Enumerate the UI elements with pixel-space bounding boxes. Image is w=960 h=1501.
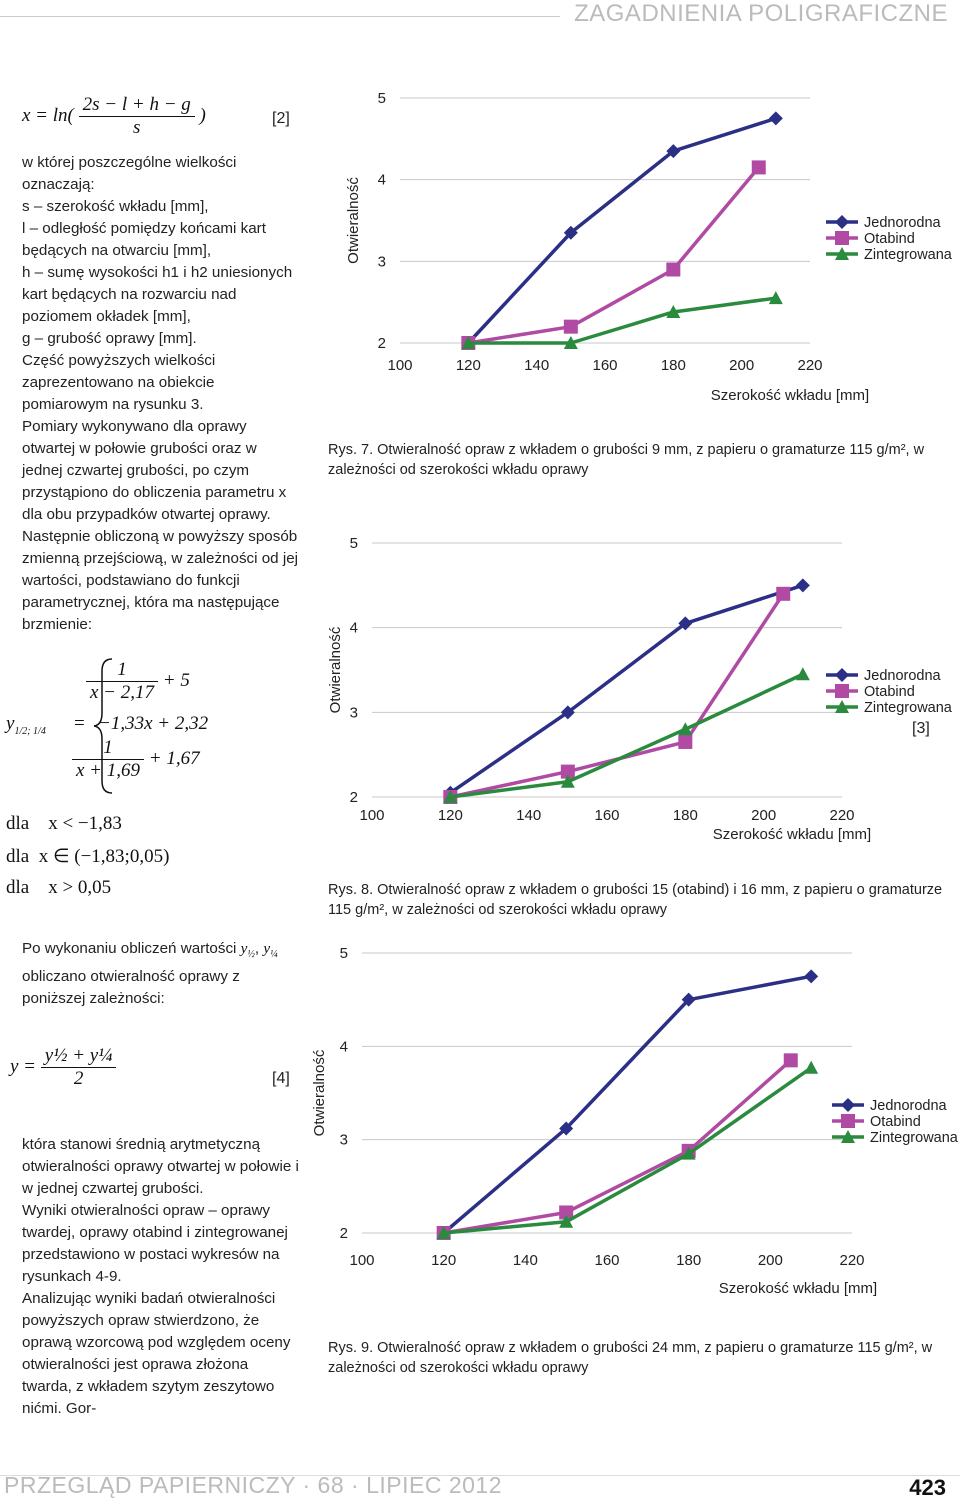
eq3-case3-add: + 1,67 xyxy=(148,747,200,769)
def-s: s – szerokość wkładu [mm], xyxy=(22,198,209,215)
x-tick-label: 140 xyxy=(512,1252,538,1269)
legend-entry-jednorodna: Jednorodna xyxy=(864,668,941,684)
x-tick-label: 220 xyxy=(839,1252,865,1269)
x-tick-label: 120 xyxy=(431,1252,457,1269)
def-g: g – grubość oprawy [mm]. xyxy=(22,330,197,347)
series-line-otabind xyxy=(468,167,758,343)
running-header: ZAGADNIENIA POLIGRAFICZNE xyxy=(574,0,948,27)
legend-marker-jednorodna xyxy=(835,668,849,682)
eq4-denominator: 2 xyxy=(73,1068,84,1089)
legend-entry-jednorodna: Jednorodna xyxy=(870,1098,947,1114)
eq3-lhs: y xyxy=(6,713,15,734)
y-tick-label: 3 xyxy=(339,1131,348,1149)
legend-entry-zintegrowana: Zintegrowana xyxy=(864,700,952,716)
eq2-denominator: s xyxy=(132,117,141,138)
x-tick-label: 200 xyxy=(729,357,755,374)
figure-7-caption: Rys. 7. Otwieralność opraw z wkładem o grubości 9 mm, z papieru o gramaturze 115 g/m², w zależności od szerokości wkładu oprawy xyxy=(328,442,925,478)
x-tick-label: 180 xyxy=(672,807,698,824)
x-tick-label: 180 xyxy=(676,1252,702,1269)
paragraph-after-calc-a: Po wykonaniu obliczeń wartości xyxy=(22,940,237,957)
equation-2 xyxy=(22,94,206,139)
x-tick-label: 220 xyxy=(797,357,823,374)
text-block-2: Po wykonaniu obliczeń wartości $y_{\frac{1}{2}}$, $y_{\frac{1}{4}}$ obliczano otwieralność oprawy z poniższej zależności: xyxy=(22,940,278,1008)
y-quarter-symbol: $y_{\frac{1}{4}}$ xyxy=(263,940,278,961)
x-axis-label: Szerokość wkładu [mm] xyxy=(710,387,870,404)
y-half-symbol: $y_{\frac{1}{2}}$ xyxy=(240,940,255,961)
y-axis-label: Otwieralność xyxy=(311,1049,328,1137)
footer-journal: PRZEGLĄD PAPIERNICZY · 68 · LIPIEC 2012 xyxy=(4,1472,502,1498)
data-point-otabind xyxy=(564,320,578,334)
eq2-rhs: ) xyxy=(199,104,206,126)
paragraph-figure3-ref: Część powyższych wielkości zaprezentowano na obiekcie pomiarowym na rysunku 3. xyxy=(22,352,216,413)
y-tick-label: 2 xyxy=(377,335,386,352)
eq3-case1-num: 1 xyxy=(86,659,158,682)
data-point-otabind xyxy=(752,160,766,174)
paragraph-definitions-intro: w której poszczególne wielkości oznaczają: xyxy=(22,154,237,193)
legend-entry-zintegrowana: Zintegrowana xyxy=(864,247,952,263)
eq2-lhs: x = ln( xyxy=(22,104,74,126)
y-tick-label: 5 xyxy=(377,90,386,107)
paragraph-analysis: Analizując wyniki badań otwieralności powyższych opraw stwierdzono, że oprawą wzorcową pod względem oceny otwieralności jest oprawa złożona twarda, z wkładem szytym zeszytowo nićmi. Gor- xyxy=(22,1290,291,1417)
eq3-case1-fraction xyxy=(86,659,158,704)
y-axis-label: Otwieralność xyxy=(327,626,344,714)
series-line-otabind xyxy=(444,1060,791,1233)
data-point-otabind xyxy=(678,735,692,749)
x-tick-label: 120 xyxy=(437,807,463,824)
x-tick-label: 200 xyxy=(751,807,777,824)
eq3-case3-fraction xyxy=(72,737,144,782)
legend-marker-otabind xyxy=(841,1114,855,1128)
x-tick-label: 160 xyxy=(594,1252,620,1269)
x-tick-label: 100 xyxy=(359,807,385,824)
figure-8-caption: Rys. 8. Otwieralność opraw z wkładem o grubości 15 (otabind) i 16 mm, z papieru o gramaturze 115 g/m², w zależności od szerokości wkładu oprawy xyxy=(328,882,943,918)
x-axis-label: Szerokość wkładu [mm] xyxy=(712,826,872,843)
x-tick-label: 120 xyxy=(455,357,481,374)
x-tick-label: 100 xyxy=(387,357,413,374)
figure-8-chart xyxy=(322,525,952,855)
data-point-jednorodna xyxy=(769,111,783,125)
x-tick-label: 160 xyxy=(594,807,620,824)
eq2-fraction xyxy=(79,94,195,139)
figure-9-chart xyxy=(311,935,958,1305)
legend-marker-jednorodna xyxy=(835,215,849,229)
x-tick-label: 140 xyxy=(516,807,542,824)
def-h: h – sumę wysokości h1 i h2 uniesionych kart będących na rozwarciu nad poziomem okładek [mm], xyxy=(22,264,293,325)
eq4-number: [4] xyxy=(272,1070,290,1087)
legend-marker-otabind xyxy=(835,684,849,698)
series-line-jednorodna xyxy=(450,585,803,792)
figure-9-caption: Rys. 9. Otwieralność opraw z wkładem o grubości 24 mm, z papieru o gramaturze 115 g/m², w zależności od szerokości wkładu oprawy xyxy=(328,1340,933,1376)
series-line-zintegrowana xyxy=(450,674,803,797)
x-tick-label: 100 xyxy=(349,1252,375,1269)
paragraph-after-calc-b: obliczano otwieralność oprawy z poniższej zależności: xyxy=(22,968,240,1008)
eq3-number: [3] xyxy=(912,720,930,737)
legend-marker-otabind xyxy=(835,231,849,245)
eq3-case3-num: 1 xyxy=(72,737,144,760)
legend-entry-otabind: Otabind xyxy=(864,684,915,700)
figure-7-chart xyxy=(330,80,952,420)
x-tick-label: 220 xyxy=(829,807,855,824)
legend-entry-otabind: Otabind xyxy=(864,231,915,247)
y-tick-label: 3 xyxy=(377,253,386,271)
eq3-case1-add: + 5 xyxy=(162,669,190,691)
eq4-fraction xyxy=(41,1045,117,1090)
x-tick-label: 180 xyxy=(660,357,686,374)
eq4-lhs: y = xyxy=(10,1055,37,1077)
eq3-case3-den: x + 1,69 xyxy=(76,760,141,781)
y-tick-label: 5 xyxy=(339,945,348,962)
y-tick-label: 2 xyxy=(349,789,358,806)
def-l: l – odległość pomiędzy końcami kart będących na otwarciu [mm], xyxy=(22,220,266,259)
x-tick-label: 140 xyxy=(524,357,550,374)
legend-entry-zintegrowana: Zintegrowana xyxy=(870,1130,958,1146)
data-point-otabind xyxy=(776,587,790,601)
legend-entry-jednorodna: Jednorodna xyxy=(864,215,941,231)
data-point-otabind xyxy=(666,263,680,277)
series-line-otabind xyxy=(450,594,783,797)
eq3-case2: −1,33x + 2,32 xyxy=(98,713,209,734)
paragraph-measurements: Pomiary wykonywano dla oprawy otwartej w połowie grubości oraz w jednej czwartej grubości, po czym przystąpiono do obliczenia parametru x dla obu przypadków otwartej oprawy. Następnie obliczoną w powyższy sposób zmienną przejściową, w zależności od jej wartości, podstawiano do funkcji parametrycznej, która ma następujące brzmienie: xyxy=(22,418,299,633)
legend-entry-otabind: Otabind xyxy=(870,1114,921,1130)
equation-4 xyxy=(10,1045,116,1090)
eq3-equals: = xyxy=(74,713,85,734)
eq2-number: [2] xyxy=(272,110,290,127)
page-number: 423 xyxy=(909,1475,946,1500)
paragraph-mean: która stanowi średnią arytmetyczną otwieralności oprawy otwartej w połowie i w jednej czwartej grubości. xyxy=(22,1136,299,1197)
eq3-condition-3: dla x > 0,05 xyxy=(6,877,112,898)
eq2-numerator: 2s − l + h − g xyxy=(79,94,195,117)
y-tick-label: 2 xyxy=(339,1225,348,1242)
y-tick-label: 4 xyxy=(349,619,358,637)
x-tick-label: 160 xyxy=(592,357,618,374)
y-tick-label: 4 xyxy=(339,1038,348,1056)
eq3-condition-2: dla x ∈ (−1,83;0,05) xyxy=(6,846,170,867)
data-point-jednorodna xyxy=(796,578,810,592)
eq3-lhs-subscript: 1/2; 1/4 xyxy=(14,725,46,737)
paragraph-results: Wyniki otwieralności opraw – oprawy twardej, oprawy otabind i zintegrowanej przedstawiono w postaci wykresów na rysunkach 4-9. xyxy=(22,1202,288,1285)
data-point-jednorodna xyxy=(804,969,818,983)
series-line-jednorodna xyxy=(468,118,776,343)
equation-3 xyxy=(6,655,306,900)
y-axis-label: Otwieralność xyxy=(345,177,362,264)
text-block-3 xyxy=(22,1134,300,1420)
eq4-numerator: y½ + y¼ xyxy=(41,1045,117,1068)
eq3-case1-den: x − 2,17 xyxy=(90,682,155,703)
y-tick-label: 3 xyxy=(349,704,358,722)
data-point-otabind xyxy=(784,1053,798,1067)
data-point-zintegrowana xyxy=(796,667,810,680)
eq3-condition-1: dla x < −1,83 xyxy=(6,813,122,834)
x-axis-label: Szerokość wkładu [mm] xyxy=(718,1280,878,1297)
data-point-zintegrowana xyxy=(804,1061,818,1074)
text-block-1 xyxy=(22,152,300,636)
header-rule xyxy=(0,16,560,17)
legend-marker-jednorodna xyxy=(841,1098,855,1112)
y-tick-label: 4 xyxy=(377,171,386,189)
x-tick-label: 200 xyxy=(757,1252,783,1269)
y-tick-label: 5 xyxy=(349,535,358,552)
